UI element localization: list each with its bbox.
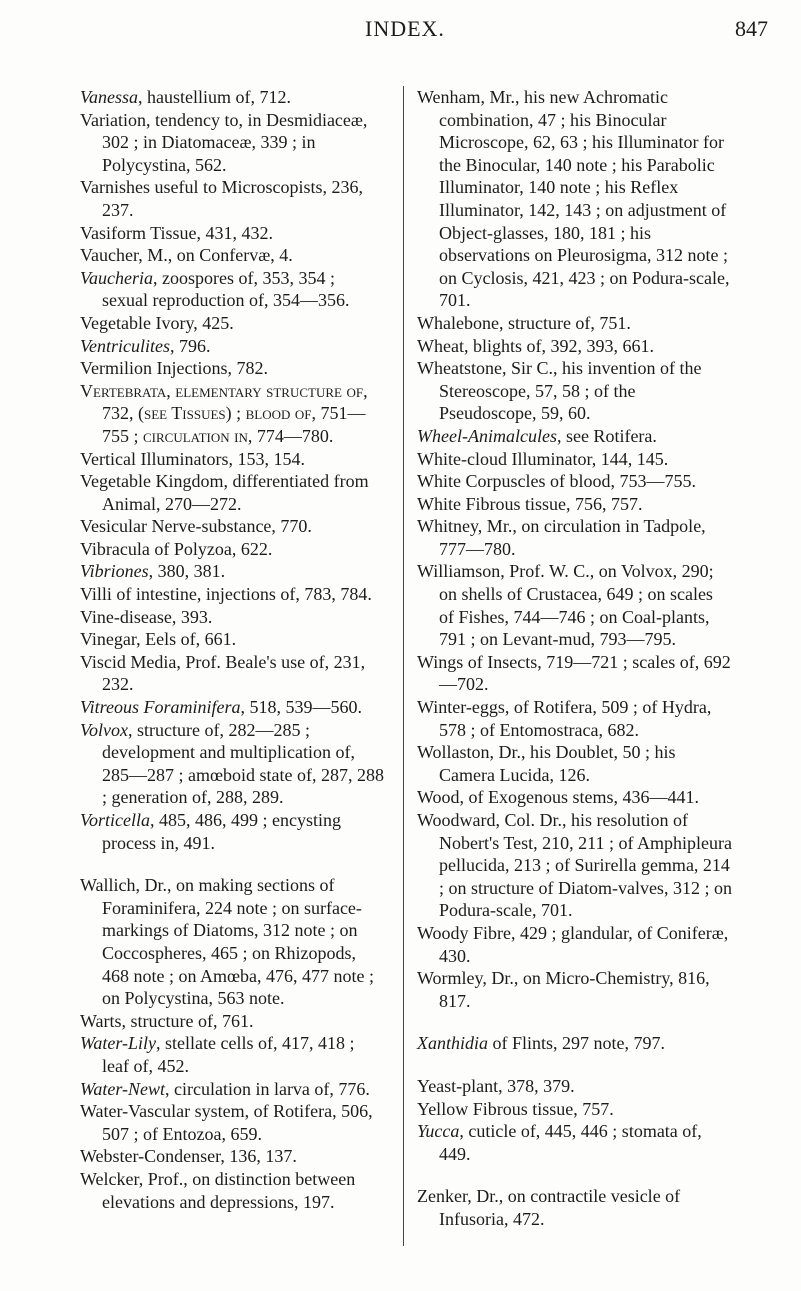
index-entry: Wheatstone, Sir C., his invention of the Stereoscope, 57, 58 ; of the Pseudoscope, 59, 60. — [417, 358, 702, 424]
index-entry: Variation, tendency to, in Desmidiaceæ, 302 ; in Diatomaceæ, 339 ; in Polycystina, 562. — [80, 109, 368, 175]
index-entry: White-cloud Illuminator, 144, 145. — [417, 448, 669, 469]
index-entry: Vermilion Injections, 782. — [80, 358, 268, 379]
index-entry: Warts, structure of, 761. — [80, 1010, 254, 1031]
index-entry: Wollaston, Dr., his Doublet, 50 ; his Camera Lucida, 126. — [417, 742, 676, 785]
index-entry: Vine-disease, 393. — [80, 606, 213, 627]
index-entry: Wheel-Animalcules, see Rotifera. — [417, 425, 657, 446]
index-entry: Vasiform Tissue, 431, 432. — [80, 222, 274, 243]
index-entry: Woody Fibre, 429 ; glandular, of Coniferæ, 430. — [417, 922, 729, 966]
index-entry: Vorticella, 485, 486, 499 ; encysting process in, 491. — [80, 810, 341, 853]
index-entry: Webster-Condenser, 136, 137. — [80, 1146, 297, 1167]
index-entry: Varnishes useful to Microscopists, 236, 237. — [80, 177, 363, 220]
index-entry: Wings of Insects, 719—721 ; scales of, 692—702. — [417, 651, 731, 695]
page-number: 847 — [735, 16, 768, 41]
index-entry: Wormley, Dr., on Micro-Chemistry, 816, 817. — [417, 968, 710, 1011]
index-entry: Welcker, Prof., on distinction between elevations and depressions, 197. — [80, 1168, 356, 1212]
index-entry: Vanessa, haustellium of, 712. — [80, 87, 291, 107]
index-entry: Yellow Fibrous tissue, 757. — [417, 1098, 614, 1119]
index-entry: Vibriones, 380, 381. — [80, 561, 226, 582]
page-header — [0, 16, 801, 46]
index-entry: White Fibrous tissue, 756, 757. — [417, 493, 643, 514]
index-entry: Water-Lily, stellate cells of, 417, 418 ; leaf of, 452. — [80, 1033, 355, 1076]
index-entry: Wallich, Dr., on making sections of Foraminifera, 224 note ; on surface-markings of Diatoms, 312 note ; on Coccospheres, 465 ; on Rhizopods, 468 note ; on Amœba, 476, 477 note ; on Polycystina, 563 note. — [80, 875, 374, 1009]
index-entry: White Corpuscles of blood, 753—755. — [417, 471, 696, 492]
index-column-right — [417, 86, 732, 1231]
index-entry: Vitreous Foraminifera, 518, 539—560. — [80, 697, 362, 718]
index-entry: Xanthidia of Flints, 297 note, 797. — [417, 1033, 666, 1054]
index-entry: Woodward, Col. Dr., his resolution of Nobert's Test, 210, 211 ; of Amphipleura pellucida, 213 ; of Surirella gemma, 214 ; on structure of Diatom-valves, 312 ; on Podura-scale, 701. — [417, 810, 732, 921]
index-entry: Vinegar, Eels of, 661. — [80, 629, 237, 650]
index-entry: Zenker, Dr., on contractile vesicle of Infusoria, 472. — [417, 1186, 681, 1229]
index-entry: Yeast-plant, 378, 379. — [417, 1075, 575, 1096]
index-entry: Wenham, Mr., his new Achromatic combination, 47 ; his Binocular Microscope, 62, 63 ; his Illuminator for the Binocular, 140 note ; his Parabolic Illuminator, 140 note ; his Reflex Illuminator, 142, 143 ; on adjustment of Object-glasses, 180, 181 ; his observations on Pleurosigma, 312 note ; on Cyclosis, 421, 423 ; on Podura-scale, 701. — [417, 87, 730, 311]
index-entry: Williamson, Prof. W. C., on Volvox, 290; on shells of Crustacea, 649 ; on scales of Fishes, 744—746 ; on Coal-plants, 791 ; on Levant-mud, 793—795. — [417, 561, 714, 650]
index-entry: Vaucher, M., on Confervæ, 4. — [80, 245, 293, 266]
index-entry: Vibracula of Polyzoa, 622. — [80, 538, 273, 559]
page-title: INDEX. — [365, 16, 445, 41]
index-entry: Viscid Media, Prof. Beale's use of, 231, 232. — [80, 651, 366, 695]
index-entry: Vaucheria, zoospores of, 353, 354 ; sexual reproduction of, 354—356. — [80, 267, 350, 311]
index-entry: Yucca, cuticle of, 445, 446 ; stomata of, 449. — [417, 1121, 702, 1164]
index-entry: Whitney, Mr., on circulation in Tadpole, 777—780. — [417, 516, 706, 559]
index-entry: Vesicular Nerve-substance, 770. — [80, 516, 312, 537]
index-entry: Water-Newt, circulation in larva of, 776. — [80, 1078, 370, 1099]
index-entry: Ventriculites, 796. — [80, 335, 211, 356]
index-entry: Vegetable Kingdom, differentiated from Animal, 270—272. — [80, 471, 369, 514]
index-entry: Vertical Illuminators, 153, 154. — [80, 448, 305, 469]
column-divider — [403, 86, 404, 1246]
index-entry: Water-Vascular system, of Rotifera, 506, 507 ; of Entozoa, 659. — [80, 1101, 373, 1144]
index-entry: Wheat, blights of, 392, 393, 661. — [417, 335, 654, 356]
index-entry: Wood, of Exogenous stems, 436—441. — [417, 787, 700, 808]
index-entry: Villi of intestine, injections of, 783, 784. — [80, 584, 372, 605]
index-entry: Vertebrata, elementary structure of, 732, (see Tissues) ; blood of, 751—755 ; circulation in, 774—780. — [80, 380, 368, 446]
index-column-left — [80, 86, 385, 1213]
index-entry: Winter-eggs, of Rotifera, 509 ; of Hydra, 578 ; of Entomostraca, 682. — [417, 697, 712, 740]
index-entry: Whalebone, structure of, 751. — [417, 312, 631, 333]
index-entry: Volvox, structure of, 282—285 ; development and multiplication of, 285—287 ; amœboid state of, 287, 288 ; generation of, 288, 289. — [80, 719, 384, 808]
index-entry: Vegetable Ivory, 425. — [80, 312, 234, 333]
